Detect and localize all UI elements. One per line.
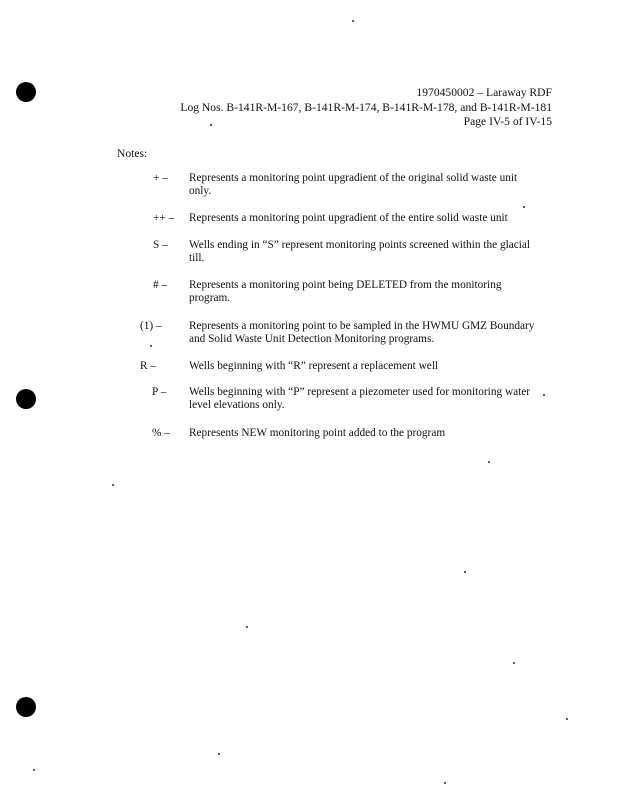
note-text: Represents a monitoring point being DELETED from the monitoring program. (189, 279, 502, 305)
document-header (180, 86, 552, 130)
note-item (140, 212, 540, 225)
scan-speck (488, 461, 490, 463)
note-text: Represents a monitoring point upgradient of the original solid waste unit only. (189, 172, 518, 198)
notes-heading: Notes: (117, 147, 148, 160)
header-log-numbers-line: Log Nos. B-141R-M-167, B-141R-M-174, B-141R-M-178, and B-141R-M-181 (180, 100, 552, 114)
scan-speck (246, 626, 248, 628)
note-symbol: S – (153, 239, 168, 251)
scan-speck (112, 484, 114, 486)
note-text: Represents a monitoring point to be sampled in the HWMU GMZ Boundary and Solid Waste Unit Detection Monitoring programs. (189, 320, 535, 346)
header-page-number: Page IV-5 of IV-15 (463, 115, 552, 129)
note-item (140, 172, 540, 199)
note-text: Wells beginning with “P” represent a piezometer used for monitoring water level elevations only. (189, 386, 531, 412)
note-symbol: # – (153, 279, 168, 291)
scan-speck (523, 206, 525, 208)
header-facility-line: 1970450002 – Laraway RDF (416, 86, 552, 99)
note-item (140, 386, 540, 413)
scan-speck (352, 20, 354, 22)
note-item (140, 239, 540, 266)
note-item (140, 427, 540, 440)
punch-hole-middle (16, 389, 36, 409)
scan-speck (513, 662, 515, 664)
note-symbol: P – (152, 386, 167, 398)
note-symbol: ++ – (153, 212, 175, 224)
note-symbol: R – (140, 360, 157, 372)
note-symbol: % – (152, 427, 170, 439)
scan-speck (566, 718, 568, 720)
note-text: Represents a monitoring point upgradient of the entire solid waste unit (189, 212, 508, 224)
note-item (140, 279, 540, 306)
note-text: Wells beginning with “R” represent a replacement well (189, 360, 439, 372)
punch-hole-top (16, 82, 36, 102)
note-item (140, 320, 540, 347)
punch-hole-bottom (16, 697, 36, 717)
scan-speck (543, 394, 545, 396)
note-item (140, 360, 540, 373)
note-text: Wells ending in “S” represent monitoring points screened within the glacial till. (189, 239, 531, 265)
scan-speck (33, 769, 35, 771)
note-symbol: + – (153, 172, 168, 184)
note-symbol: (1) – (140, 320, 162, 332)
scan-speck (444, 782, 446, 784)
scan-speck (218, 753, 220, 755)
scan-speck (464, 571, 466, 573)
note-text: Represents NEW monitoring point added to the program (189, 427, 446, 439)
